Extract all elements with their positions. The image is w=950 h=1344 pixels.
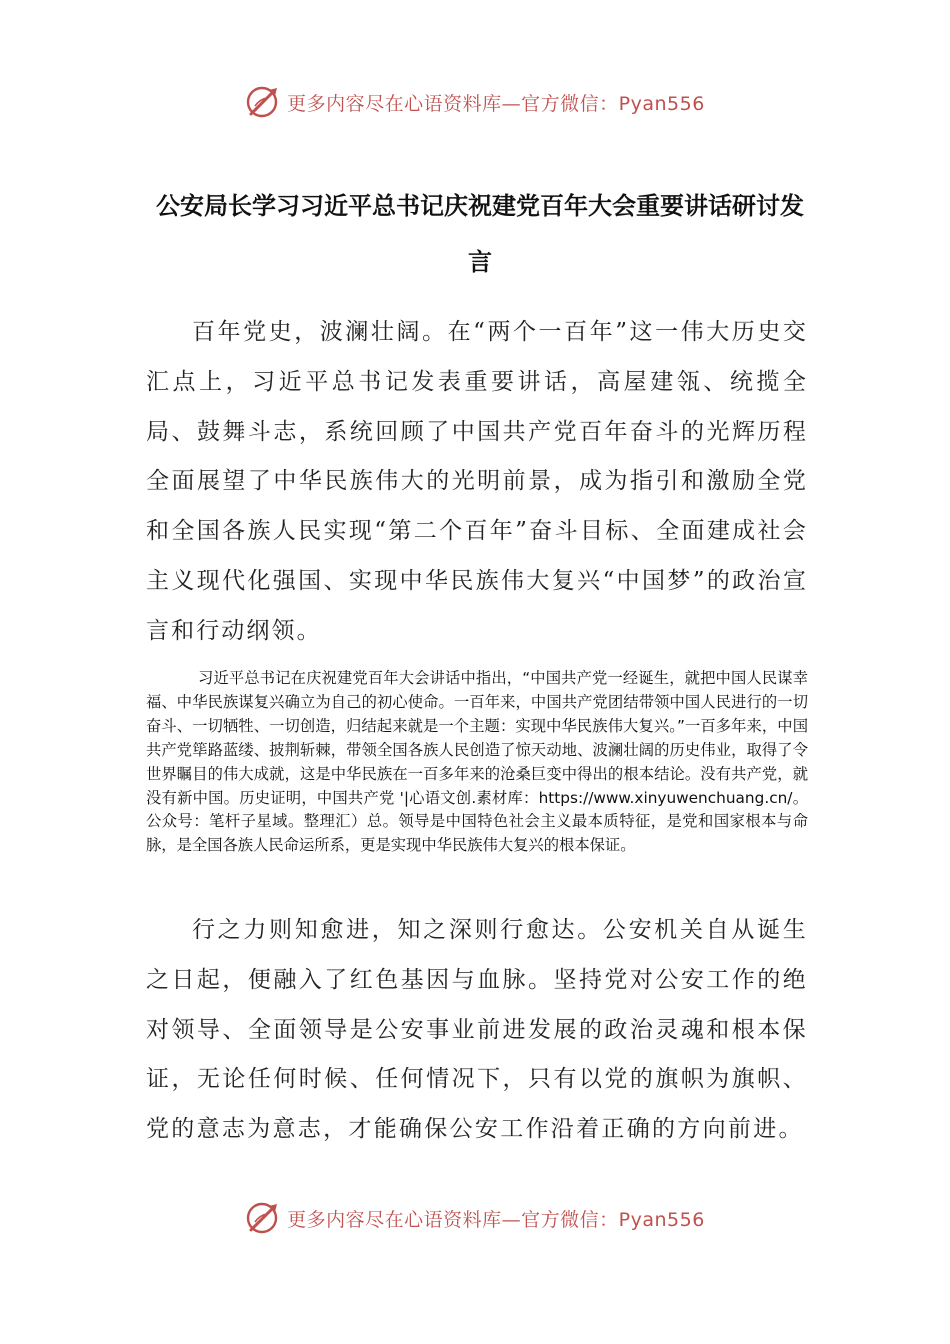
banner-text — [287, 89, 705, 116]
pen-logo-icon — [245, 1200, 281, 1236]
quoted-note-paragraph: 习近平总书记在庆祝建党百年大会讲话中指出，“中国共产党一经诞生，就把中国人民谋幸福、中华民族谋复兴确立为自己的初心使命。一百年来，中国共产党团结带领中国人民进行的一切奋斗、一切牺牲、一切创造，归结起来就是一个主题：实现中华民族伟大复兴。”一百多年来，中国共产党筚路蓝缕、披荆斩棘，带领全国各族人民创造了惊天动地、波澜壮阔的历史伟业，取得了令世界瞩目的伟大成就，这是中华民族在一百多年来的沧桑巨变中得出的根本结论。没有共产党，就没有新中国。历史证明，中国共产党 '|心语文创.素材库：https://www.xinyuwenchuang.cn/。公众号：笔杆子星域。整理汇）总。领导是中国特色社会主义最本质特征，是党和国家根本与命脉，是全国各族人民命运所系，更是实现中华民族伟大复兴的根本保证。 — [146, 669, 808, 855]
pen-logo-icon — [245, 84, 281, 120]
body-paragraph-1: 百年党史，波澜壮阔。在“两个一百年”这一伟大历史交汇点上，习近平总书记发表重要讲话，高屋建瓴、统揽全局、鼓舞斗志，系统回顾了中国共产党百年奋斗的光辉历程全面展望了中华民族伟大的光明前景，成为指引和激励全党和全国各族人民实现“第二个百年”奋斗目标、全面建成社会主义现代化强国、实现中华民族伟大复兴“中国梦”的政治宣言和行动纲领。 — [146, 319, 808, 644]
document-title: 公安局长学习习近平总书记庆祝建党百年大会重要讲话研讨发言 — [156, 192, 804, 276]
header-banner — [0, 82, 950, 122]
banner-text — [287, 1205, 705, 1232]
banner-label: 更多内容尽在心语资料库—官方微信： — [287, 1208, 619, 1231]
body-paragraph-2: 行之力则知愈进，知之深则行愈达。公安机关自从诞生之日起，便融入了红色基因与血脉。坚持党对公安工作的绝对领导、全面领导是公安事业前进发展的政治灵魂和根本保证，无论任何时候、任何情况下，只有以党的旗帜为旗帜、党的意志为意志，才能确保公安工作沿着正确的方向前进。 — [146, 917, 808, 1143]
footer-banner — [0, 1198, 950, 1238]
wechat-id: Pyan556 — [618, 1208, 705, 1231]
wechat-id: Pyan556 — [618, 92, 705, 115]
banner-label: 更多内容尽在心语资料库—官方微信： — [287, 92, 619, 115]
